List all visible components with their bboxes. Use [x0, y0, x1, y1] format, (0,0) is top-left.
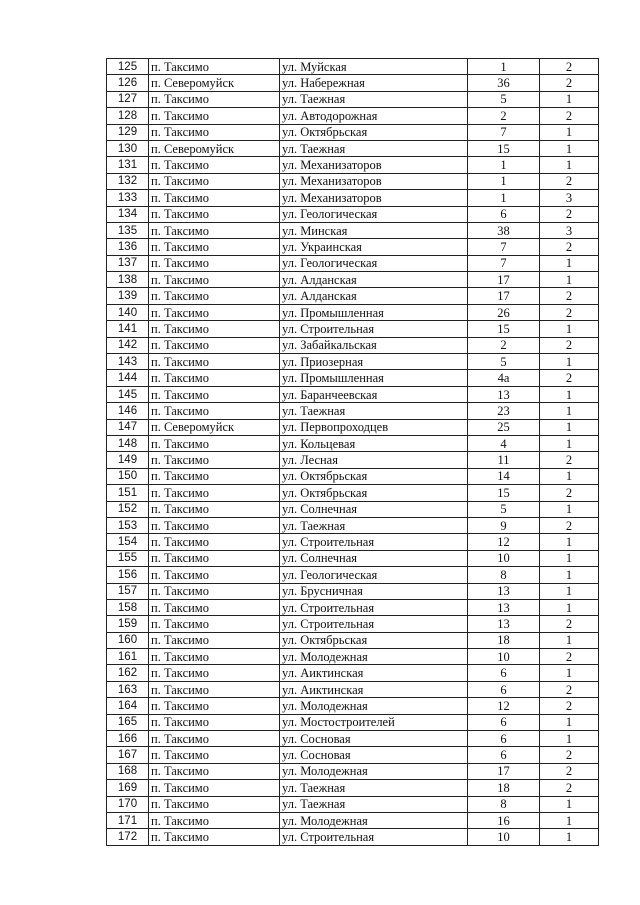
row-number-cell: 155 — [107, 550, 149, 566]
row-number-cell: 133 — [107, 190, 149, 206]
street-cell: ул. Строительная — [280, 616, 468, 632]
table-row — [107, 321, 599, 337]
count-cell: 2 — [540, 173, 599, 189]
table-row — [107, 632, 599, 648]
count-cell: 1 — [540, 321, 599, 337]
house-number-cell: 14 — [468, 468, 540, 484]
street-cell: ул. Механизаторов — [280, 173, 468, 189]
house-number-cell: 23 — [468, 403, 540, 419]
count-cell: 2 — [540, 337, 599, 353]
settlement-cell: п. Таксимо — [149, 583, 280, 599]
street-cell: ул. Солнечная — [280, 501, 468, 517]
settlement-cell: п. Таксимо — [149, 370, 280, 386]
street-cell: ул. Таежная — [280, 517, 468, 533]
house-number-cell: 6 — [468, 714, 540, 730]
count-cell: 2 — [540, 698, 599, 714]
row-number-cell: 146 — [107, 403, 149, 419]
table-row — [107, 812, 599, 828]
count-cell: 2 — [540, 75, 599, 91]
settlement-cell: п. Таксимо — [149, 567, 280, 583]
table-row — [107, 173, 599, 189]
row-number-cell: 137 — [107, 255, 149, 271]
house-number-cell: 12 — [468, 534, 540, 550]
table-row — [107, 714, 599, 730]
table-row — [107, 206, 599, 222]
street-cell: ул. Баранчеевская — [280, 386, 468, 402]
count-cell: 2 — [540, 747, 599, 763]
table-row — [107, 403, 599, 419]
table-row — [107, 534, 599, 550]
row-number-cell: 166 — [107, 731, 149, 747]
count-cell: 1 — [540, 255, 599, 271]
count-cell: 1 — [540, 124, 599, 140]
table-row — [107, 239, 599, 255]
settlement-cell: п. Таксимо — [149, 698, 280, 714]
table-row — [107, 337, 599, 353]
settlement-cell: п. Таксимо — [149, 239, 280, 255]
table-row — [107, 419, 599, 435]
row-number-cell: 158 — [107, 599, 149, 615]
street-cell: ул. Первопроходцев — [280, 419, 468, 435]
settlement-cell: п. Таксимо — [149, 534, 280, 550]
house-number-cell: 15 — [468, 321, 540, 337]
house-number-cell: 2 — [468, 108, 540, 124]
count-cell: 1 — [540, 157, 599, 173]
table-row — [107, 468, 599, 484]
row-number-cell: 161 — [107, 649, 149, 665]
table-row — [107, 354, 599, 370]
table-row — [107, 616, 599, 632]
row-number-cell: 136 — [107, 239, 149, 255]
row-number-cell: 139 — [107, 288, 149, 304]
house-number-cell: 6 — [468, 731, 540, 747]
count-cell: 1 — [540, 140, 599, 156]
table-row — [107, 731, 599, 747]
settlement-cell: п. Таксимо — [149, 616, 280, 632]
street-cell: ул. Минская — [280, 222, 468, 238]
house-number-cell: 6 — [468, 665, 540, 681]
settlement-cell: п. Таксимо — [149, 829, 280, 845]
street-cell: ул. Октябрьская — [280, 485, 468, 501]
row-number-cell: 125 — [107, 59, 149, 75]
row-number-cell: 172 — [107, 829, 149, 845]
table-row — [107, 140, 599, 156]
count-cell: 1 — [540, 91, 599, 107]
street-cell: ул. Таежная — [280, 780, 468, 796]
house-number-cell: 26 — [468, 304, 540, 320]
street-cell: ул. Сосновая — [280, 747, 468, 763]
table-row — [107, 698, 599, 714]
table-row — [107, 435, 599, 451]
count-cell: 2 — [540, 206, 599, 222]
street-cell: ул. Лесная — [280, 452, 468, 468]
table-row — [107, 665, 599, 681]
settlement-cell: п. Таксимо — [149, 255, 280, 271]
row-number-cell: 152 — [107, 501, 149, 517]
count-cell: 1 — [540, 599, 599, 615]
table-row — [107, 796, 599, 812]
row-number-cell: 153 — [107, 517, 149, 533]
street-cell: ул. Молодежная — [280, 649, 468, 665]
house-number-cell: 13 — [468, 616, 540, 632]
row-number-cell: 134 — [107, 206, 149, 222]
house-number-cell: 36 — [468, 75, 540, 91]
house-number-cell: 17 — [468, 288, 540, 304]
street-cell: ул. Алданская — [280, 288, 468, 304]
count-cell: 2 — [540, 59, 599, 75]
street-cell: ул. Промышленная — [280, 370, 468, 386]
row-number-cell: 170 — [107, 796, 149, 812]
street-cell: ул. Геологическая — [280, 206, 468, 222]
count-cell: 1 — [540, 386, 599, 402]
house-number-cell: 2 — [468, 337, 540, 353]
street-cell: ул. Алданская — [280, 272, 468, 288]
street-cell: ул. Промышленная — [280, 304, 468, 320]
settlement-cell: п. Таксимо — [149, 485, 280, 501]
table-row — [107, 108, 599, 124]
house-number-cell: 38 — [468, 222, 540, 238]
street-cell: ул. Октябрьская — [280, 468, 468, 484]
row-number-cell: 149 — [107, 452, 149, 468]
count-cell: 1 — [540, 354, 599, 370]
house-number-cell: 17 — [468, 763, 540, 779]
house-number-cell: 6 — [468, 206, 540, 222]
count-cell: 2 — [540, 649, 599, 665]
settlement-cell: п. Таксимо — [149, 731, 280, 747]
count-cell: 1 — [540, 714, 599, 730]
table-row — [107, 190, 599, 206]
count-cell: 1 — [540, 501, 599, 517]
settlement-cell: п. Таксимо — [149, 304, 280, 320]
street-cell: ул. Строительная — [280, 829, 468, 845]
count-cell: 1 — [540, 829, 599, 845]
street-cell: ул. Набережная — [280, 75, 468, 91]
house-number-cell: 4 — [468, 435, 540, 451]
row-number-cell: 156 — [107, 567, 149, 583]
settlement-cell: п. Таксимо — [149, 796, 280, 812]
house-number-cell: 6 — [468, 747, 540, 763]
house-number-cell: 13 — [468, 386, 540, 402]
house-number-cell: 10 — [468, 829, 540, 845]
settlement-cell: п. Таксимо — [149, 337, 280, 353]
row-number-cell: 127 — [107, 91, 149, 107]
count-cell: 2 — [540, 485, 599, 501]
street-cell: ул. Таежная — [280, 140, 468, 156]
house-number-cell: 1 — [468, 59, 540, 75]
street-cell: ул. Брусничная — [280, 583, 468, 599]
street-cell: ул. Октябрьская — [280, 632, 468, 648]
street-cell: ул. Мостостроителей — [280, 714, 468, 730]
count-cell: 1 — [540, 812, 599, 828]
street-cell: ул. Геологическая — [280, 255, 468, 271]
street-cell: ул. Молодежная — [280, 812, 468, 828]
row-number-cell: 151 — [107, 485, 149, 501]
table-row — [107, 567, 599, 583]
count-cell: 2 — [540, 517, 599, 533]
settlement-cell: п. Таксимо — [149, 632, 280, 648]
address-table — [106, 58, 599, 846]
table-row — [107, 599, 599, 615]
table-row — [107, 272, 599, 288]
row-number-cell: 126 — [107, 75, 149, 91]
count-cell: 2 — [540, 288, 599, 304]
settlement-cell: п. Северомуйск — [149, 419, 280, 435]
settlement-cell: п. Таксимо — [149, 747, 280, 763]
table-row — [107, 75, 599, 91]
count-cell: 1 — [540, 550, 599, 566]
row-number-cell: 140 — [107, 304, 149, 320]
settlement-cell: п. Таксимо — [149, 763, 280, 779]
settlement-cell: п. Таксимо — [149, 386, 280, 402]
table-row — [107, 681, 599, 697]
row-number-cell: 168 — [107, 763, 149, 779]
street-cell: ул. Автодорожная — [280, 108, 468, 124]
table-row — [107, 649, 599, 665]
table-row — [107, 763, 599, 779]
table-row — [107, 583, 599, 599]
row-number-cell: 148 — [107, 435, 149, 451]
settlement-cell: п. Северомуйск — [149, 75, 280, 91]
settlement-cell: п. Таксимо — [149, 124, 280, 140]
row-number-cell: 129 — [107, 124, 149, 140]
table-row — [107, 452, 599, 468]
table-row — [107, 747, 599, 763]
count-cell: 2 — [540, 304, 599, 320]
house-number-cell: 10 — [468, 550, 540, 566]
street-cell: ул. Солнечная — [280, 550, 468, 566]
settlement-cell: п. Таксимо — [149, 222, 280, 238]
settlement-cell: п. Таксимо — [149, 288, 280, 304]
row-number-cell: 167 — [107, 747, 149, 763]
settlement-cell: п. Таксимо — [149, 501, 280, 517]
street-cell: ул. Молодежная — [280, 763, 468, 779]
count-cell: 2 — [540, 370, 599, 386]
row-number-cell: 143 — [107, 354, 149, 370]
count-cell: 1 — [540, 272, 599, 288]
settlement-cell: п. Таксимо — [149, 714, 280, 730]
settlement-cell: п. Таксимо — [149, 812, 280, 828]
count-cell: 1 — [540, 468, 599, 484]
count-cell: 2 — [540, 452, 599, 468]
count-cell: 2 — [540, 681, 599, 697]
count-cell: 2 — [540, 108, 599, 124]
settlement-cell: п. Таксимо — [149, 452, 280, 468]
settlement-cell: п. Северомуйск — [149, 140, 280, 156]
house-number-cell: 9 — [468, 517, 540, 533]
row-number-cell: 145 — [107, 386, 149, 402]
street-cell: ул. Кольцевая — [280, 435, 468, 451]
settlement-cell: п. Таксимо — [149, 681, 280, 697]
count-cell: 3 — [540, 190, 599, 206]
table-row — [107, 157, 599, 173]
street-cell: ул. Муйская — [280, 59, 468, 75]
table-row — [107, 59, 599, 75]
row-number-cell: 157 — [107, 583, 149, 599]
table-row — [107, 517, 599, 533]
house-number-cell: 15 — [468, 140, 540, 156]
table-row — [107, 304, 599, 320]
count-cell: 1 — [540, 567, 599, 583]
house-number-cell: 5 — [468, 91, 540, 107]
house-number-cell: 13 — [468, 599, 540, 615]
row-number-cell: 162 — [107, 665, 149, 681]
house-number-cell: 13 — [468, 583, 540, 599]
house-number-cell: 4а — [468, 370, 540, 386]
house-number-cell: 7 — [468, 255, 540, 271]
settlement-cell: п. Таксимо — [149, 91, 280, 107]
row-number-cell: 159 — [107, 616, 149, 632]
house-number-cell: 25 — [468, 419, 540, 435]
house-number-cell: 1 — [468, 173, 540, 189]
street-cell: ул. Механизаторов — [280, 157, 468, 173]
table-body — [107, 59, 599, 846]
row-number-cell: 147 — [107, 419, 149, 435]
house-number-cell: 1 — [468, 157, 540, 173]
count-cell: 1 — [540, 796, 599, 812]
row-number-cell: 135 — [107, 222, 149, 238]
house-number-cell: 10 — [468, 649, 540, 665]
row-number-cell: 130 — [107, 140, 149, 156]
street-cell: ул. Строительная — [280, 321, 468, 337]
settlement-cell: п. Таксимо — [149, 354, 280, 370]
settlement-cell: п. Таксимо — [149, 517, 280, 533]
house-number-cell: 7 — [468, 239, 540, 255]
settlement-cell: п. Таксимо — [149, 550, 280, 566]
count-cell: 2 — [540, 763, 599, 779]
settlement-cell: п. Таксимо — [149, 173, 280, 189]
settlement-cell: п. Таксимо — [149, 59, 280, 75]
row-number-cell: 132 — [107, 173, 149, 189]
house-number-cell: 5 — [468, 354, 540, 370]
row-number-cell: 144 — [107, 370, 149, 386]
count-cell: 1 — [540, 419, 599, 435]
table-row — [107, 550, 599, 566]
count-cell: 2 — [540, 239, 599, 255]
table-row — [107, 829, 599, 845]
count-cell: 3 — [540, 222, 599, 238]
row-number-cell: 142 — [107, 337, 149, 353]
count-cell: 1 — [540, 665, 599, 681]
settlement-cell: п. Таксимо — [149, 272, 280, 288]
street-cell: ул. Таежная — [280, 796, 468, 812]
row-number-cell: 141 — [107, 321, 149, 337]
row-number-cell: 150 — [107, 468, 149, 484]
street-cell: ул. Украинская — [280, 239, 468, 255]
house-number-cell: 8 — [468, 567, 540, 583]
settlement-cell: п. Таксимо — [149, 108, 280, 124]
house-number-cell: 16 — [468, 812, 540, 828]
settlement-cell: п. Таксимо — [149, 665, 280, 681]
house-number-cell: 1 — [468, 190, 540, 206]
row-number-cell: 164 — [107, 698, 149, 714]
table-row — [107, 485, 599, 501]
street-cell: ул. Забайкальская — [280, 337, 468, 353]
settlement-cell: п. Таксимо — [149, 649, 280, 665]
street-cell: ул. Сосновая — [280, 731, 468, 747]
street-cell: ул. Механизаторов — [280, 190, 468, 206]
settlement-cell: п. Таксимо — [149, 190, 280, 206]
table-row — [107, 780, 599, 796]
house-number-cell: 15 — [468, 485, 540, 501]
count-cell: 1 — [540, 632, 599, 648]
settlement-cell: п. Таксимо — [149, 403, 280, 419]
table-row — [107, 501, 599, 517]
settlement-cell: п. Таксимо — [149, 468, 280, 484]
count-cell: 1 — [540, 583, 599, 599]
house-number-cell: 18 — [468, 632, 540, 648]
count-cell: 1 — [540, 435, 599, 451]
count-cell: 2 — [540, 616, 599, 632]
table-row — [107, 124, 599, 140]
row-number-cell: 160 — [107, 632, 149, 648]
count-cell: 1 — [540, 731, 599, 747]
house-number-cell: 12 — [468, 698, 540, 714]
settlement-cell: п. Таксимо — [149, 321, 280, 337]
settlement-cell: п. Таксимо — [149, 206, 280, 222]
table-row — [107, 370, 599, 386]
table-row — [107, 222, 599, 238]
count-cell: 2 — [540, 780, 599, 796]
house-number-cell: 8 — [468, 796, 540, 812]
settlement-cell: п. Таксимо — [149, 599, 280, 615]
settlement-cell: п. Таксимо — [149, 780, 280, 796]
street-cell: ул. Таежная — [280, 403, 468, 419]
street-cell: ул. Таежная — [280, 91, 468, 107]
table-row — [107, 386, 599, 402]
row-number-cell: 165 — [107, 714, 149, 730]
house-number-cell: 17 — [468, 272, 540, 288]
street-cell: ул. Приозерная — [280, 354, 468, 370]
row-number-cell: 163 — [107, 681, 149, 697]
street-cell: ул. Молодежная — [280, 698, 468, 714]
house-number-cell: 6 — [468, 681, 540, 697]
street-cell: ул. Октябрьская — [280, 124, 468, 140]
row-number-cell: 171 — [107, 812, 149, 828]
table-row — [107, 91, 599, 107]
table-row — [107, 255, 599, 271]
house-number-cell: 7 — [468, 124, 540, 140]
row-number-cell: 128 — [107, 108, 149, 124]
street-cell: ул. Аиктинская — [280, 665, 468, 681]
table-row — [107, 288, 599, 304]
settlement-cell: п. Таксимо — [149, 157, 280, 173]
street-cell: ул. Строительная — [280, 599, 468, 615]
count-cell: 1 — [540, 403, 599, 419]
house-number-cell: 18 — [468, 780, 540, 796]
row-number-cell: 138 — [107, 272, 149, 288]
row-number-cell: 154 — [107, 534, 149, 550]
row-number-cell: 131 — [107, 157, 149, 173]
street-cell: ул. Аиктинская — [280, 681, 468, 697]
house-number-cell: 11 — [468, 452, 540, 468]
house-number-cell: 5 — [468, 501, 540, 517]
row-number-cell: 169 — [107, 780, 149, 796]
street-cell: ул. Строительная — [280, 534, 468, 550]
count-cell: 1 — [540, 534, 599, 550]
settlement-cell: п. Таксимо — [149, 435, 280, 451]
street-cell: ул. Геологическая — [280, 567, 468, 583]
